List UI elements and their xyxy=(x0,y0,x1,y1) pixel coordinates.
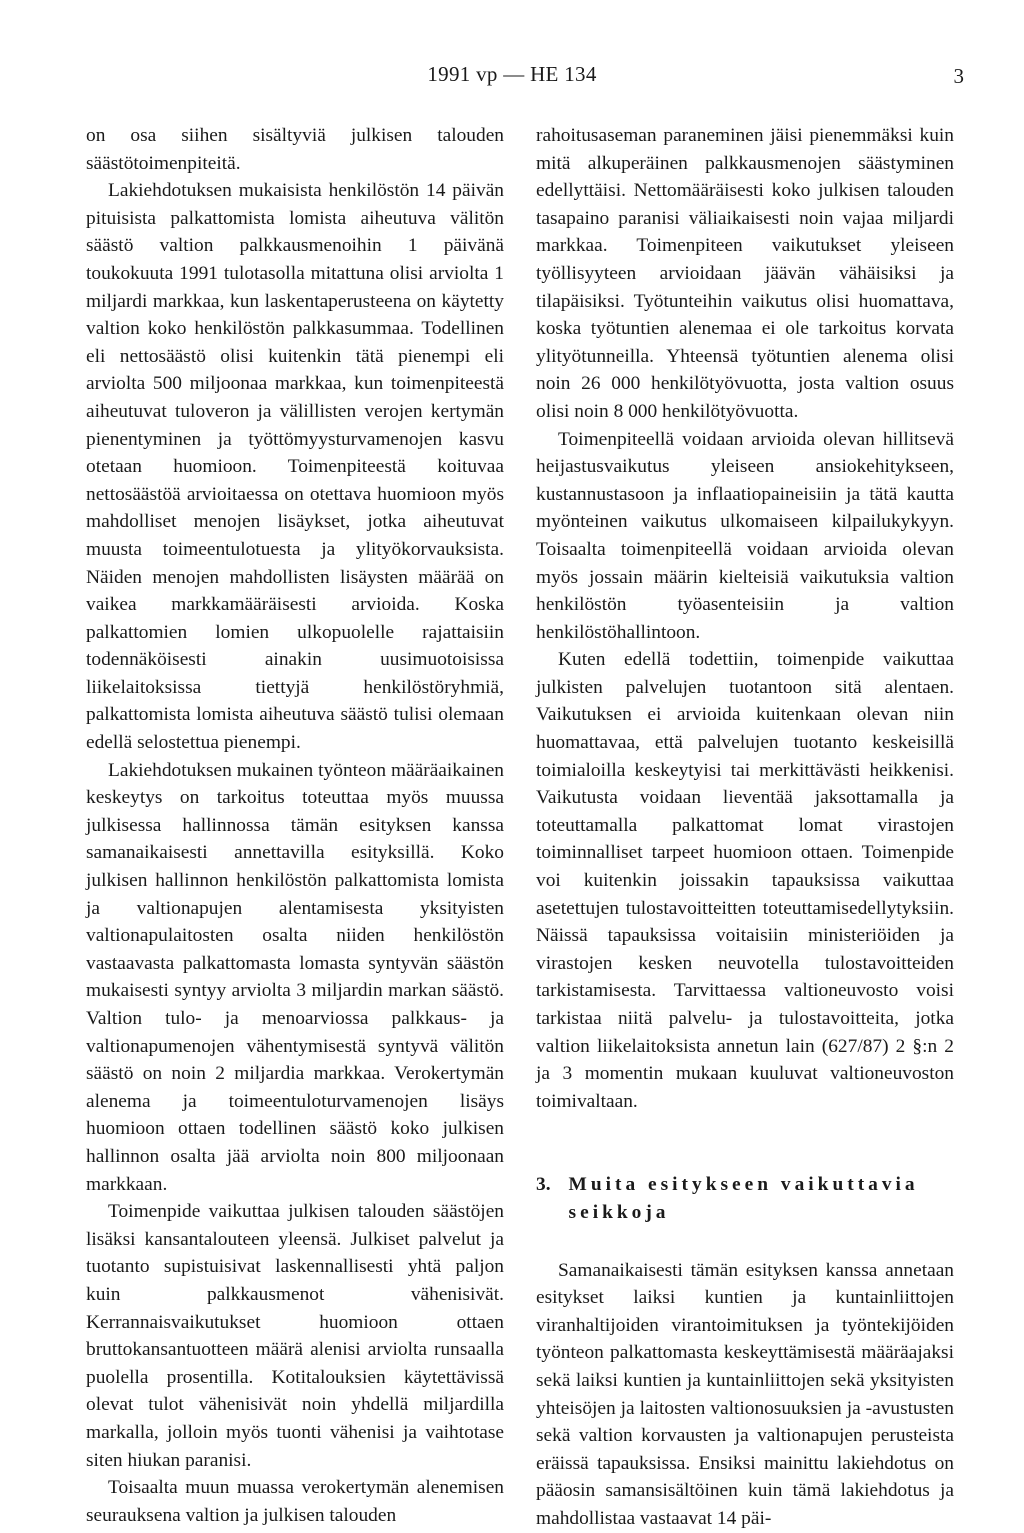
paragraph: Toimenpide vaikuttaa julkisen talouden säästöjen lisäksi kansantalouteen yleensä. Julkiset palvelut ja tuotanto supistuisivat laskennallisesti yhtä paljon kuin palkkausmenot vähenisivät. Kerrannaisvaikutukset huomioon ottaen bruttokansantuotteen määrä alenisi arviolta runsaalla puolella prosentilla. Kotitalouksien käytettävissä olevat tulot vähenisivät noin yhdellä miljardilla markalla, jolloin myös tuonti vähenisi ja vaihtotase siten hiukan paranisi. xyxy=(86,1201,504,1471)
paragraph: Toimenpiteellä voidaan arvioida olevan hillitsevä heijastusvaikutus yleiseen ansiokehitykseen, kustannustasoon ja inflaatiopaineisiin ja tätä kautta myönteinen vaikutus ulkomaiseen kilpailukykyyn. Toisaalta toimenpiteellä voidaan arvioida olevan myös jossain määrin kielteisiä vaikutuksia valtion henkilöstön työasenteisiin ja valtion henkilöstöhallintoon. xyxy=(536,428,954,643)
paragraph: rahoitusaseman paraneminen jäisi pienemmäksi kuin mitä alkuperäinen palkkausmenojen säästyminen edellyttäisi. Nettomääräisesti koko julkisen talouden tasapaino paranisi väliaikaisesti noin vajaa miljardi markkaa. Toimenpiteen vaikutukset yleiseen työllisyyteen arvioidaan jäävän vähäisiksi ja tilapäisiksi. Työtunteihin vaikutus olisi huomattava, koska työtuntien alenemaa ei ole tarkoitus korvata ylityötunneilla. Yhteensä työtuntien alenema olisi noin 26 000 henkilötyövuotta, josta valtion osuus olisi noin 8 000 henkilötyövuotta. xyxy=(536,125,954,422)
page-number: 3 xyxy=(953,64,964,88)
paragraph: Lakiehdotuksen mukainen työnteon määräaikainen keskeytys on tarkoitus toteuttaa myös muussa julkisessa hallinnossa tämän esityksen kanssa samanaikaisesti annettavilla esityksillä. Koko julkisen hallinnon henkilöstön palkattomista lomista ja valtionapujen alentamisesta yksityisten valtionapulaitosten osalta niiden henkilöstön vastaavasta palkattomasta lomasta syntyvän säästön mukaisesti syntyy arviolta 3 miljardin markan säästö. Valtion tulo- ja menoarviossa palkkaus- ja valtionapumenojen vähentymisestä syntyvä välitön säästö on noin 2 miljardia markkaa. Verokertymän alenema ja toimeentuloturvamenojen lisäys huomioon ottaen todellinen säästö koko julkisen hallinnon osalta jää arviolta noin 800 miljoonaan markkaan. xyxy=(86,759,504,1195)
paragraph: Toisaalta muun muassa verokertymän alenemisen seurauksena valtion ja julkisen talouden xyxy=(86,1477,504,1526)
section-heading xyxy=(536,1171,954,1226)
paragraph: Samanaikaisesti tämän esityksen kanssa annetaan esitykset laiksi kuntien ja kuntainliittojen viranhaltijoiden virantoimituksen ja työntekijöiden työnteon palkattomasta keskeyttämisestä määräajaksi sekä laiksi kuntien ja kuntainliittojen sekä yksityisten yhteisöjen ja laitosten valtionosuuksien ja -avustusten sekä valtion korvausten ja valtionapujen perusteista eräissä tapauksissa. Ensiksi mainittu lakiehdotus on pääosin samansisältöinen kuin tämä lakiehdotus ja mahdollistaa vastaavat 14 päi- xyxy=(536,1259,954,1529)
right-column xyxy=(536,122,954,1533)
section-title: Muita esitykseen vaikuttavia seikkoja xyxy=(568,1174,919,1223)
section-number: 3. xyxy=(536,1174,551,1196)
paragraph: Kuten edellä todettiin, toimenpide vaikuttaa julkisten palvelujen tuotantoon sitä alentaen. Vaikutuksen ei arvioida kuitenkaan olevan niin huomattavaa, että palvelujen tuotanto keskeisillä toimialoilla keskeytyisi tai merkittävästi heikkenisi. Vaikutusta voidaan lieventää jaksottamalla ja toteuttamalla palkattomat lomat virastojen toiminnalliset tarpeet huomioon ottaen. Toimenpide voi kuitenkin joissakin tapauksissa vaikuttaa asetettujen tulostavoitteitten toteuttamisedellytyksiin. Näissä tapauksissa voitaisiin ministeriöiden ja virastojen kesken neuvotella tulostavoitteiden tarkistamisesta. Tarvittaessa valtioneuvosto voisi tarkistaa niitä palvelu- ja tulostavoitteita, jotka valtion liikelaitoksista annetun lain (627/87) 2 §:n 2 ja 3 momentin mukaan kuuluvat valtioneuvoston toimivaltaan. xyxy=(536,649,954,1112)
left-column xyxy=(86,122,504,1529)
paragraph: Lakiehdotuksen mukaisista henkilöstön 14 päivän pituisista palkattomista lomista aiheutuva välitön säästö valtion palkkausmenoihin 1 päivänä toukokuuta 1991 tulotasolla mitattuna olisi arviolta 1 miljardi markkaa, kun laskentaperusteena on käytetty valtion koko henkilöstön palkkasummaa. Todellinen eli nettosäästö olisi kuitenkin tätä pienempi eli arviolta 500 miljoonaa markkaa, kun toimenpiteestä aiheutuvat tuloveron ja välillisten verojen kertymän pienentyminen ja työttömyysturvamenojen kasvu otetaan huomioon. Toimenpiteestä koituvaa nettosäästöä arvioitaessa on otettava huomioon myös mahdolliset menojen lisäykset, jotka aiheutuvat muusta toimeentulotuesta ja ylityökorvauksista. Näiden menojen mahdollisten lisäysten määrää on vaikea markkamääräisesti arvioida. Koska palkattomien lomien ulkopuolelle rajattaisiin todennäköisesti ainakin uusimuotoisissa liikelaitoksissa tiettyjä henkilöstöryhmiä, palkattomista lomista aiheutuva säästö tulisi olemaan edellä selostettua pienempi. xyxy=(86,180,504,754)
page-header xyxy=(0,62,1024,102)
paragraph: on osa siihen sisältyviä julkisen talouden säästötoimenpiteitä. xyxy=(86,125,504,174)
running-head: 1991 vp — HE 134 xyxy=(427,62,597,86)
